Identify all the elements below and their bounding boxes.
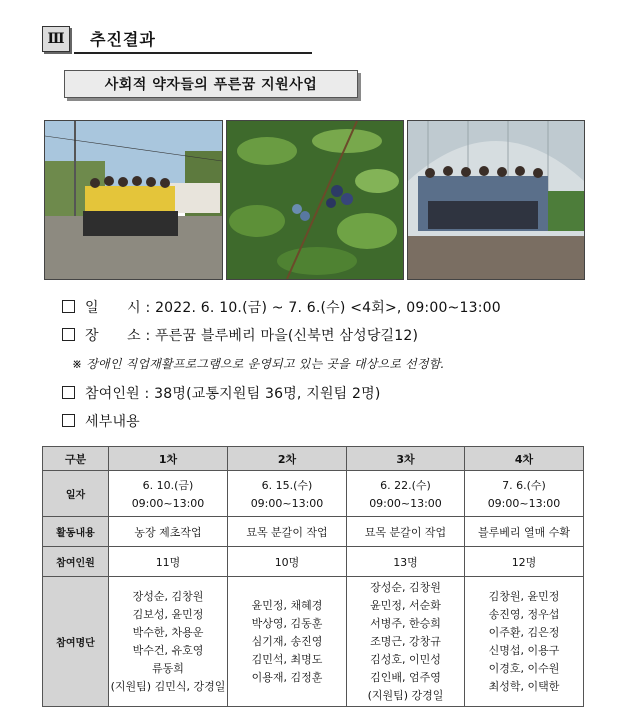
row-label-roster: 참여명단	[43, 577, 109, 707]
roster-line: 류동희	[152, 661, 184, 675]
participants-label: 참여인원	[85, 386, 140, 402]
date-day: 6. 22.(수)	[380, 479, 431, 492]
section-number: Ⅲ	[42, 26, 70, 52]
date-cell	[109, 471, 228, 517]
roster-line: 박수한, 차용운	[132, 625, 204, 639]
checkbox-square-icon	[62, 328, 75, 341]
date-time: 09:00~13:00	[369, 497, 442, 510]
place-label: 장 소	[85, 328, 141, 344]
roster-cell	[228, 577, 347, 707]
roster-line: 장성순, 김창원	[370, 580, 441, 594]
roster-line: 심기재, 송진영	[251, 634, 323, 648]
row-label-count: 참여인원	[43, 547, 109, 577]
roster-line: 김민석, 최명도	[251, 652, 323, 666]
roster-cell	[347, 577, 465, 707]
checkbox-square-icon	[62, 414, 75, 427]
group-photo-greenhouse	[407, 120, 585, 280]
header-round-4: 4차	[465, 447, 584, 471]
roster-line: 송진영, 정우섭	[488, 607, 560, 621]
date-label: 일 시	[85, 300, 141, 316]
roster-line: 장성순, 김창원	[132, 589, 204, 603]
count-cell: 10명	[228, 547, 347, 577]
header-round-2: 2차	[228, 447, 347, 471]
table-row-activities	[43, 517, 584, 547]
subtitle-box: 사회적 약자들의 푸른꿈 지원사업	[64, 70, 358, 98]
roster-line: 최성학, 이택한	[488, 679, 560, 693]
section-heading	[42, 26, 312, 52]
roster-line: 박상영, 김동훈	[251, 616, 323, 630]
table-row-rosters	[43, 577, 584, 707]
roster-line: 김보성, 윤민정	[132, 607, 204, 621]
activity-cell: 묘목 분갈이 작업	[347, 517, 465, 547]
checkbox-square-icon	[62, 386, 75, 399]
participants-value: 38명(교통지원팀 36명, 지원팀 2명)	[154, 386, 381, 402]
activity-cell: 농장 제초작업	[109, 517, 228, 547]
roster-line: 박수건, 유호영	[132, 643, 204, 657]
details-label: 세부내용	[85, 414, 140, 430]
roster-cell	[465, 577, 584, 707]
roster-line: 신명섭, 이용구	[488, 643, 560, 657]
roster-line: (지원팀) 강경일	[367, 688, 444, 702]
activity-cell: 블루베리 열매 수확	[465, 517, 584, 547]
section-underline	[74, 52, 312, 54]
date-cell	[228, 471, 347, 517]
roster-line: 윤민정, 채혜경	[251, 598, 323, 612]
activity-cell: 묘목 분갈이 작업	[228, 517, 347, 547]
header-category: 구분	[43, 447, 109, 471]
roster-line: (지원팀) 김민식, 강경일	[110, 679, 226, 693]
date-day: 7. 6.(수)	[502, 479, 546, 492]
date-day: 6. 10.(금)	[142, 479, 194, 492]
count-cell: 13명	[347, 547, 465, 577]
info-participants-line: 참여인원 : 38명(교통지원팀 36명, 지원팀 2명)	[62, 383, 381, 403]
row-label-activity: 활동내용	[43, 517, 109, 547]
info-place-line: 장 소 : 푸른꿈 블루베리 마을(신북면 삼성당길12)	[62, 325, 418, 345]
header-round-3: 3차	[347, 447, 465, 471]
roster-line: 김성호, 이민성	[370, 652, 441, 666]
checkbox-square-icon	[62, 300, 75, 313]
roster-line: 이주환, 김은정	[488, 625, 560, 639]
date-time: 09:00~13:00	[487, 497, 561, 510]
table-row-dates	[43, 471, 584, 517]
date-time: 09:00~13:00	[131, 497, 205, 510]
place-value: 푸른꿈 블루베리 마을(신북면 삼성당길12)	[155, 328, 419, 344]
roster-line: 조명근, 강창규	[370, 634, 441, 648]
row-label-date: 일자	[43, 471, 109, 517]
roster-line: 김인배, 엄주영	[370, 670, 441, 684]
date-cell	[347, 471, 465, 517]
date-time: 09:00~13:00	[250, 497, 324, 510]
roster-line: 윤민정, 서순화	[370, 598, 441, 612]
count-cell: 12명	[465, 547, 584, 577]
header-round-1: 1차	[109, 447, 228, 471]
date-cell	[465, 471, 584, 517]
info-details-line	[62, 411, 140, 431]
info-date-line: 일 시 : 2022. 6. 10.(금) ~ 7. 6.(수) <4회>, 09:00~13:00	[62, 297, 501, 317]
group-photo-outdoor	[44, 120, 223, 280]
blueberry-bush-photo	[226, 120, 404, 280]
date-value: 2022. 6. 10.(금) ~ 7. 6.(수) <4회>, 09:00~13:00	[155, 300, 501, 316]
date-day: 6. 15.(수)	[261, 479, 313, 492]
roster-line: 서병주, 한승희	[370, 616, 441, 630]
table-row-counts	[43, 547, 584, 577]
selection-note: ※ 장애인 직업재활프로그램으로 운영되고 있는 곳을 대상으로 선정함.	[72, 357, 445, 371]
roster-cell	[109, 577, 228, 707]
roster-line: 김창원, 윤민정	[488, 589, 560, 603]
table-header-row	[43, 447, 584, 471]
roster-line: 이경호, 이수원	[488, 661, 560, 675]
roster-line: 이용재, 김정훈	[251, 670, 323, 684]
section-title: 추진결과	[90, 30, 156, 49]
count-cell: 11명	[109, 547, 228, 577]
details-table	[42, 446, 584, 707]
